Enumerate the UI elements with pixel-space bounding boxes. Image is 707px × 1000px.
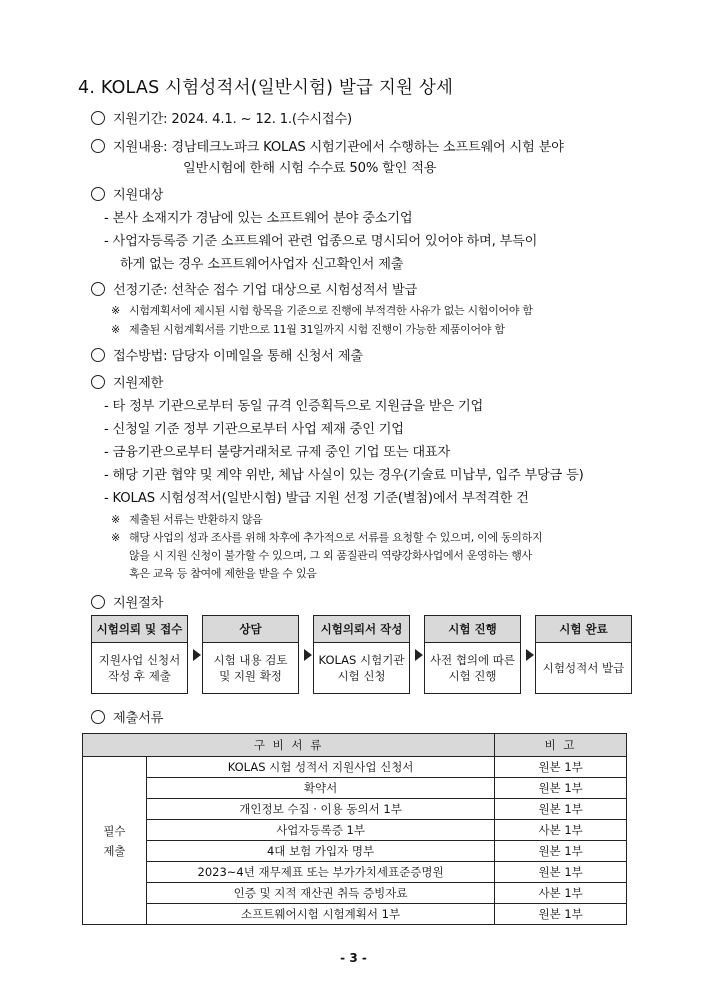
circle-bullet-icon — [91, 375, 105, 389]
doc-note-cell: 원본 1부 — [495, 841, 627, 862]
doc-note-cell: 원본 1부 — [495, 757, 627, 778]
restriction-item: - 금융기관으로부터 불량거래처로 규제 중인 기업 또는 대표자 — [104, 445, 450, 460]
procedure-step-title: 시험의뢰 및 접수 — [92, 616, 187, 643]
table-row — [83, 883, 627, 904]
table-row — [83, 904, 627, 925]
procedure-step-desc: 지원사업 신청서 작성 후 제출 — [98, 652, 181, 683]
method-text: 접수방법: 담당자 이메일을 통해 신청서 제출 — [113, 349, 363, 364]
doc-name-cell: KOLAS 시험 성적서 지원사업 신청서 — [146, 757, 494, 778]
table-row — [83, 757, 627, 778]
content-text-1: 지원내용: 경남테크노파크 KOLAS 시험기관에서 수행하는 소프트웨어 시험 분야 — [113, 140, 564, 155]
criteria-note-text: 시험계획서에 제시된 시험 항목을 기준으로 진행에 부적격한 사유가 없는 시험이어야 함 — [129, 304, 533, 317]
section-title: 4. KOLAS 시험성적서(일반시험) 발급 지원 상세 — [78, 78, 454, 98]
restrictions-heading — [91, 372, 163, 391]
circle-bullet-icon — [91, 595, 105, 609]
doc-note-cell: 원본 1부 — [495, 799, 627, 820]
target-item: - 본사 소재지가 경남에 있는 소프트웨어 분야 중소기업 — [104, 211, 413, 226]
criteria-note — [111, 302, 533, 318]
restriction-item: - 해당 기관 협약 및 계약 위반, 체납 사실이 있는 경우(기술료 미납부, 입주 부당금 등) — [104, 468, 584, 483]
criteria-note-text: 제출된 시험계획서를 기반으로 11월 31일까지 시험 진행이 가능한 제품이어야 함 — [129, 323, 505, 336]
table-row — [83, 778, 627, 799]
procedure-step-desc: 시험 내용 검토 및 지원 확정 — [213, 652, 288, 683]
doc-note-cell: 원본 1부 — [495, 778, 627, 799]
group-label-line: 제출 — [103, 843, 126, 858]
note-mark: ※ — [111, 513, 120, 526]
circle-bullet-icon — [91, 710, 105, 724]
content-line-2: 일반시험에 한해 시험 수수료 50% 할인 적용 — [183, 161, 437, 176]
procedure-step-desc: 시험성적서 발급 — [542, 660, 625, 675]
period-text: 지원기간: 2024. 4.1. ~ 12. 1.(수시접수) — [113, 112, 352, 127]
group-label-cell — [83, 757, 147, 925]
group-label-line: 필수 — [103, 823, 126, 838]
arrow-right-icon — [193, 649, 201, 661]
column-header-docs: 구 비 서 류 — [83, 734, 495, 757]
restriction-note — [111, 529, 542, 545]
procedure-heading — [91, 592, 163, 611]
restriction-item: - 신청일 기준 정부 기관으로부터 사업 제재 중인 기업 — [104, 422, 404, 437]
restriction-note-cont: 혹은 교육 등 참여에 제한을 받을 수 있음 — [129, 567, 317, 580]
restriction-note-cont: 않을 시 지원 신청이 불가할 수 있으며, 그 외 품질관리 역량강화사업에서 운영하는 행사 — [129, 549, 532, 562]
procedure-step-title: 시험의뢰서 작성 — [314, 616, 409, 643]
doc-name-cell: 개인정보 수집 · 이용 동의서 1부 — [146, 799, 494, 820]
restriction-item: - KOLAS 시험성적서(일반시험) 발급 지원 선정 기준(별첨)에서 부적격한 건 — [104, 491, 529, 506]
method-line — [91, 345, 363, 364]
documents-heading-text: 제출서류 — [113, 711, 164, 726]
arrow-right-icon — [304, 649, 312, 661]
restriction-note — [111, 511, 263, 527]
doc-name-cell: 4대 보험 가입자 명부 — [146, 841, 494, 862]
target-item: - 사업자등록증 기준 소프트웨어 관련 업종으로 명시되어 있어야 하며, 부득이 — [104, 234, 538, 249]
target-heading-text: 지원대상 — [113, 188, 164, 203]
note-mark: ※ — [111, 323, 120, 336]
procedure-step-title: 시험 완료 — [536, 616, 631, 643]
table-row — [83, 841, 627, 862]
circle-bullet-icon — [91, 348, 105, 362]
restriction-note-text: 해당 사업의 성과 조사를 위해 차후에 추가적으로 서류를 요청할 수 있으며, 이에 동의하지 — [129, 531, 543, 544]
procedure-heading-text: 지원절차 — [113, 596, 164, 611]
target-heading — [91, 184, 163, 203]
procedure-step-title: 시험 진행 — [425, 616, 520, 643]
arrow-right-icon — [526, 649, 534, 661]
circle-bullet-icon — [91, 282, 105, 296]
restriction-note-text: 제출된 서류는 반환하지 않음 — [129, 513, 263, 526]
doc-name-cell: 확약서 — [146, 778, 494, 799]
procedure-step-4 — [424, 615, 521, 694]
arrow-right-icon — [415, 649, 423, 661]
criteria-heading — [91, 279, 417, 298]
procedure-step-title: 상담 — [203, 616, 298, 643]
doc-note-cell: 원본 1부 — [495, 862, 627, 883]
documents-table — [82, 733, 627, 925]
documents-heading — [91, 707, 163, 726]
note-mark: ※ — [111, 304, 120, 317]
circle-bullet-icon — [91, 187, 105, 201]
table-header-row — [83, 734, 627, 757]
table-row — [83, 862, 627, 883]
restriction-item: - 타 정부 기관으로부터 동일 규격 인증획득으로 지원금을 받은 기업 — [104, 399, 484, 414]
column-header-note: 비 고 — [495, 734, 627, 757]
doc-note-cell: 사본 1부 — [495, 883, 627, 904]
procedure-step-2 — [202, 615, 299, 694]
note-mark: ※ — [111, 531, 120, 544]
period-line — [91, 108, 352, 127]
procedure-step-desc: KOLAS 시험기관 시험 신청 — [318, 652, 405, 683]
content-line-1 — [91, 136, 564, 155]
doc-name-cell: 소프트웨어시험 시험계획서 1부 — [146, 904, 494, 925]
procedure-step-1 — [91, 615, 188, 694]
circle-bullet-icon — [91, 139, 105, 153]
doc-note-cell: 원본 1부 — [495, 904, 627, 925]
doc-name-cell: 사업자등록증 1부 — [146, 820, 494, 841]
doc-name-cell: 2023~4년 재무제표 또는 부가가치세표준증명원 — [146, 862, 494, 883]
target-item: 하게 없는 경우 소프트웨어사업자 신고확인서 제출 — [120, 257, 404, 272]
procedure-step-5 — [535, 615, 632, 694]
doc-name-cell: 인증 및 지적 재산권 취득 증빙자료 — [146, 883, 494, 904]
procedure-step-3 — [313, 615, 410, 694]
table-row — [83, 820, 627, 841]
table-row — [83, 799, 627, 820]
criteria-heading-text: 선정기준: 선착순 접수 기업 대상으로 시험성적서 발급 — [113, 283, 418, 298]
procedure-step-desc: 사전 협의에 따른 시험 진행 — [429, 652, 516, 683]
page-number: - 3 - — [340, 951, 367, 965]
doc-note-cell: 사본 1부 — [495, 820, 627, 841]
circle-bullet-icon — [91, 111, 105, 125]
restrictions-heading-text: 지원제한 — [113, 376, 164, 391]
criteria-note — [111, 321, 505, 337]
